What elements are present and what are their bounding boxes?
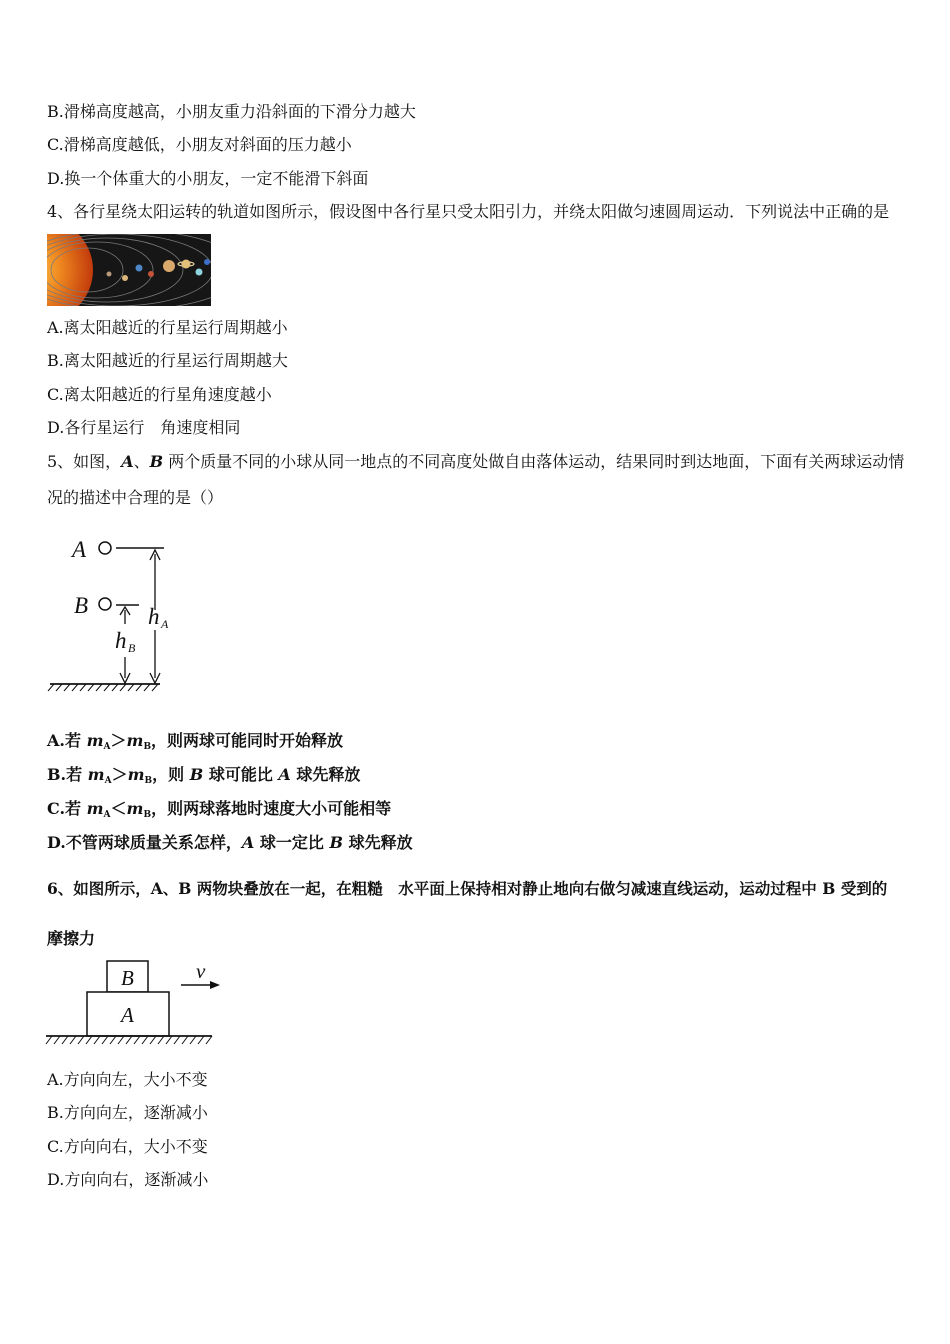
q5-stem-line2: 况的描述中合理的是（）: [47, 488, 224, 507]
q6-stem-line2: 摩擦力: [47, 929, 96, 948]
solar-system-image: [47, 234, 211, 306]
sun-shape: [47, 234, 93, 306]
block-a-label: A: [121, 1003, 134, 1027]
q5-option-b: B.若 $m_A>m_B$，则 B 球可能比 A 球先释放: [47, 765, 361, 786]
q4-option-c: C.离太阳越近的行星角速度越小: [47, 385, 272, 404]
q4-option-d: D.各行星运行 角速度相同: [47, 418, 241, 437]
q6-option-c: C.方向向右，大小不变: [47, 1137, 208, 1156]
ball-b: [99, 598, 111, 610]
q3-option-b: B.滑梯高度越高，小朋友重力沿斜面的下滑分力越大: [47, 102, 416, 121]
q3-option-d: D.换一个体重大的小朋友，一定不能滑下斜面: [47, 169, 369, 188]
q6-option-d: D.方向向右，逐渐减小: [47, 1170, 209, 1189]
q5-option-c: C.若 $m_A<m_B$，则两球落地时速度大小可能相等: [47, 799, 392, 820]
free-fall-diagram: [44, 530, 174, 695]
block-b-label: B: [121, 966, 134, 990]
ball-a: [99, 542, 111, 554]
svg-text:A: A: [161, 617, 169, 631]
q5-stem-line1: 5、如图，A、B 两个质量不同的小球从同一地点的不同高度处做自由落体运动，结果同时到达地面，下面有关两球运动情: [47, 452, 905, 471]
q6-option-b: B.方向向左，逐渐减小: [47, 1103, 208, 1122]
q5-option-d: D.不管两球质量关系怎样，A 球一定比 B 球先释放: [47, 833, 413, 852]
q6-stem-line1: 6、如图所示，A、B 两物块叠放在一起，在粗糙 水平面上保持相对静止地向右做匀减速直线运动，运动过程中 B 受到的: [47, 879, 888, 898]
label-b: B: [74, 593, 89, 618]
svg-text:h: h: [148, 604, 160, 629]
label-a: A: [72, 537, 87, 562]
q4-option-b: B.离太阳越近的行星运行周期越大: [47, 351, 288, 370]
svg-text:h: h: [115, 628, 127, 653]
q5-option-a: A.若 $m_A>m_B$，则两球可能同时开始释放: [47, 731, 344, 752]
stacked-blocks-diagram: [44, 956, 224, 1052]
q6-option-a: A.方向向左，大小不变: [47, 1070, 208, 1089]
q3-option-c: C.滑梯高度越低，小朋友对斜面的压力越小: [47, 135, 352, 154]
q4-option-a: A.离太阳越近的行星运行周期越小: [47, 318, 288, 337]
q4-stem: 4、各行星绕太阳运转的轨道如图所示，假设图中各行星只受太阳引力，并绕太阳做匀速圆周运动．下列说法中正确的是: [47, 202, 890, 221]
svg-text:B: B: [128, 641, 136, 655]
velocity-label: v: [196, 959, 206, 983]
